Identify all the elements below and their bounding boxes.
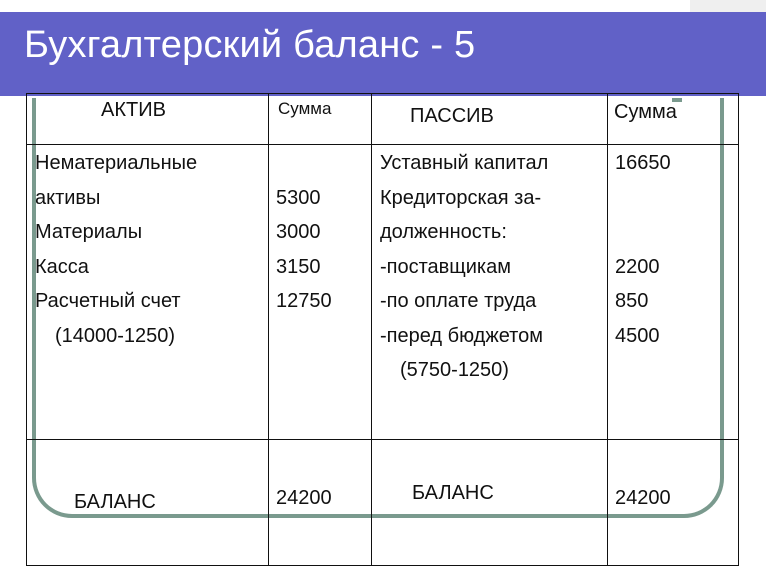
table-column-divider-1	[268, 93, 269, 566]
passiv-sum: 16650	[615, 152, 671, 174]
aktiv-line: Касса	[35, 255, 89, 278]
aktiv-sum: 3000	[276, 221, 321, 243]
balance-passiv-value: 24200	[615, 487, 671, 509]
balance-aktiv-value: 24200	[276, 487, 332, 509]
aktiv-sum: 3150	[276, 255, 321, 278]
header-summa-right: Сумма	[614, 101, 677, 123]
aktiv-sum: 12750	[276, 290, 332, 312]
aktiv-sum: 5300	[276, 186, 321, 209]
passiv-line: Кредиторская за-	[380, 186, 542, 209]
passiv-sum: 850	[615, 290, 649, 312]
aktiv-line: Нематериальные	[35, 152, 198, 174]
table-border-right	[738, 93, 739, 566]
balance-passiv-label: БАЛАНС	[412, 482, 494, 504]
aktiv-line: Расчетный счет	[35, 290, 181, 312]
passiv-sum: 2200	[615, 255, 660, 278]
passiv-line: Уставный капитал	[380, 152, 549, 174]
header-aktiv: АКТИВ	[101, 99, 166, 121]
table-header-divider	[26, 144, 739, 145]
table-border-top	[26, 93, 739, 94]
passiv-line: -перед бюджетом	[380, 324, 543, 347]
balance-aktiv-label: БАЛАНС	[74, 491, 156, 513]
table-column-divider-2	[371, 93, 372, 566]
table-border-bottom	[26, 565, 739, 566]
table-border-left	[26, 93, 27, 566]
passiv-line: -по оплате труда	[380, 290, 537, 312]
header-summa-left: Сумма	[278, 99, 332, 118]
aktiv-line: Материалы	[35, 221, 143, 243]
aktiv-line: активы	[35, 186, 101, 209]
passiv-sum: 4500	[615, 324, 660, 347]
table-column-divider-3	[607, 93, 608, 566]
passiv-line: долженность:	[380, 221, 507, 243]
passiv-line: (5750-1250)	[400, 359, 509, 381]
slide-title: Бухгалтерский баланс - 5	[24, 24, 476, 66]
table-balance-divider	[26, 439, 739, 440]
passiv-line: -поставщикам	[380, 255, 511, 278]
aktiv-line: (14000-1250)	[55, 324, 176, 347]
header-passiv: ПАССИВ	[410, 105, 494, 127]
